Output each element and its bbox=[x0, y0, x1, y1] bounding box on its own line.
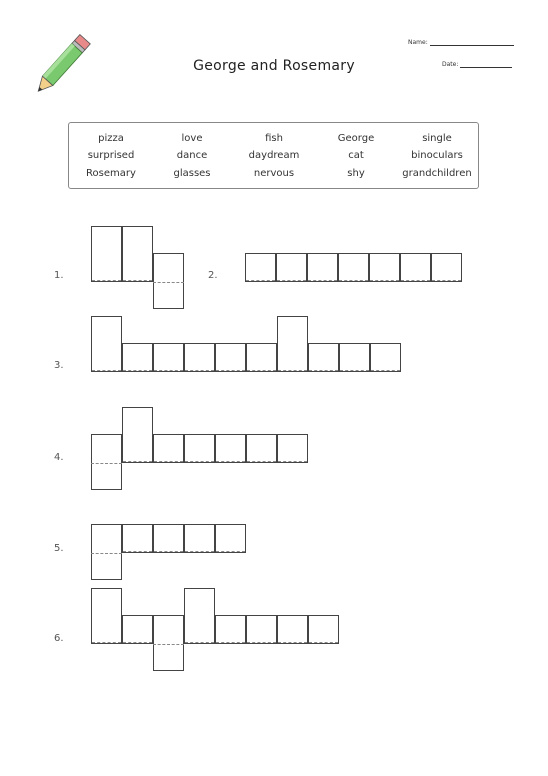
letter-box[interactable] bbox=[370, 343, 401, 372]
letter-box[interactable] bbox=[91, 316, 122, 372]
word-bank-word: pizza bbox=[98, 133, 124, 144]
letter-box[interactable] bbox=[91, 524, 122, 580]
letter-box[interactable] bbox=[184, 434, 215, 463]
word-bank-word: nervous bbox=[253, 168, 295, 179]
puzzle-number: 3. bbox=[54, 360, 64, 371]
letter-box[interactable] bbox=[215, 524, 246, 553]
letter-box[interactable] bbox=[400, 253, 431, 282]
puzzle-number: 6. bbox=[54, 633, 64, 644]
date-label: Date: bbox=[442, 61, 459, 68]
letter-box[interactable] bbox=[91, 226, 122, 282]
baseline-guide bbox=[91, 553, 122, 554]
letter-box[interactable] bbox=[184, 524, 215, 553]
baseline-guide bbox=[153, 644, 184, 645]
baseline-guide bbox=[153, 282, 184, 283]
letter-box[interactable] bbox=[122, 343, 153, 372]
word-bank-word: single bbox=[422, 133, 452, 144]
word-bank-word: surprised bbox=[87, 150, 135, 161]
letter-box[interactable] bbox=[307, 253, 338, 282]
letter-box[interactable] bbox=[184, 343, 215, 372]
letter-box[interactable] bbox=[153, 524, 184, 553]
letter-box[interactable] bbox=[153, 615, 184, 671]
name-field[interactable] bbox=[408, 39, 514, 46]
letter-box[interactable] bbox=[277, 316, 308, 372]
letter-box[interactable] bbox=[277, 615, 308, 644]
letter-box[interactable] bbox=[245, 253, 276, 282]
worksheet-title: George and Rosemary bbox=[193, 58, 355, 74]
letter-box[interactable] bbox=[431, 253, 462, 282]
word-bank-word: daydream bbox=[248, 150, 300, 161]
word-bank-word: Rosemary bbox=[86, 168, 136, 179]
word-bank-word: George bbox=[337, 133, 375, 144]
letter-box[interactable] bbox=[184, 588, 215, 644]
letter-box[interactable] bbox=[246, 343, 277, 372]
date-field[interactable] bbox=[442, 61, 512, 68]
letter-box[interactable] bbox=[215, 615, 246, 644]
letter-box[interactable] bbox=[246, 615, 277, 644]
name-label: Name: bbox=[408, 39, 428, 46]
puzzle-number: 1. bbox=[54, 270, 64, 281]
baseline-guide bbox=[91, 463, 122, 464]
letter-box[interactable] bbox=[153, 434, 184, 463]
puzzle-number: 2. bbox=[208, 270, 218, 281]
word-bank-word: binoculars bbox=[411, 150, 463, 161]
letter-box[interactable] bbox=[215, 343, 246, 372]
letter-box[interactable] bbox=[153, 343, 184, 372]
word-bank-word: cat bbox=[348, 150, 364, 161]
word-bank-word: grandchildren bbox=[402, 168, 472, 179]
letter-box[interactable] bbox=[308, 615, 339, 644]
letter-box[interactable] bbox=[308, 343, 339, 372]
letter-box[interactable] bbox=[215, 434, 246, 463]
puzzle-number: 5. bbox=[54, 543, 64, 554]
letter-box[interactable] bbox=[122, 226, 153, 282]
letter-box[interactable] bbox=[122, 407, 153, 463]
letter-box[interactable] bbox=[276, 253, 307, 282]
letter-box[interactable] bbox=[122, 524, 153, 553]
puzzle-number: 4. bbox=[54, 452, 64, 463]
word-bank-word: shy bbox=[347, 168, 365, 179]
word-bank-word: love bbox=[181, 133, 203, 144]
letter-box[interactable] bbox=[153, 253, 184, 309]
letter-box[interactable] bbox=[369, 253, 400, 282]
letter-box[interactable] bbox=[277, 434, 308, 463]
word-bank-word: dance bbox=[176, 150, 208, 161]
letter-box[interactable] bbox=[339, 343, 370, 372]
letter-box[interactable] bbox=[338, 253, 369, 282]
word-bank-word: glasses bbox=[173, 168, 211, 179]
letter-box[interactable] bbox=[246, 434, 277, 463]
word-bank bbox=[68, 122, 479, 189]
letter-box[interactable] bbox=[91, 434, 122, 490]
letter-box[interactable] bbox=[91, 588, 122, 644]
word-bank-word: fish bbox=[265, 133, 283, 144]
letter-box[interactable] bbox=[122, 615, 153, 644]
